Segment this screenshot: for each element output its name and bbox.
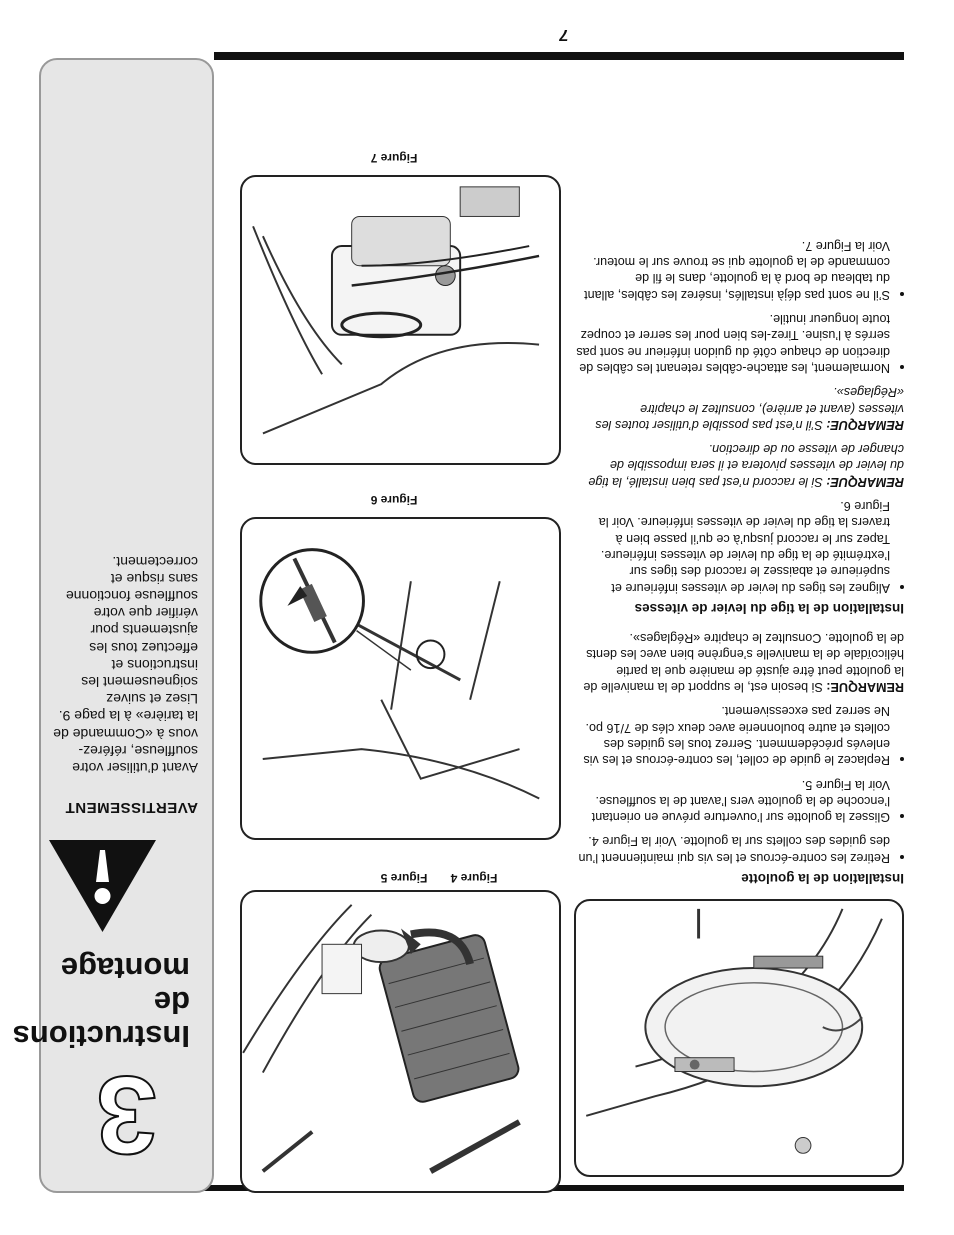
cable-steps bbox=[574, 238, 904, 376]
section-title: Instructions de montage bbox=[12, 950, 190, 1054]
sidebar bbox=[12, 58, 214, 1193]
engine-cable-illustration bbox=[242, 177, 559, 463]
remark-text: S’il n’est pas possible d’utiliser toutes les vitesses (avant et arrière), consultez le chapitre «Réglages». bbox=[595, 385, 904, 432]
remark-label: REMARQUE: bbox=[826, 680, 904, 695]
remark-label: REMARQUE: bbox=[826, 474, 904, 489]
chute-remark bbox=[574, 630, 904, 695]
cable-step: • Normalement, les attache-câbles retenant les câbles de direction de chaque côté du guidon inférieur ne sont pas serrés à l’usine. Tirez-les bien pour les serrer et coupez toute longueur inutile. bbox=[574, 311, 890, 376]
figure-6-image bbox=[240, 517, 561, 840]
shift-rod-illustration bbox=[242, 519, 559, 838]
shift-steps bbox=[574, 498, 904, 596]
instructions-text bbox=[574, 230, 904, 900]
chute-base-illustration bbox=[576, 901, 902, 1175]
chute-install-illustration bbox=[242, 892, 559, 1191]
remark-label: REMARQUE: bbox=[826, 417, 904, 432]
figure-4-caption: Figure 4 bbox=[450, 871, 498, 885]
warning-title: AVERTISSEMENT bbox=[65, 799, 198, 816]
remark-text: Si besoin est, le support de la manivelle de la goulotte peut être ajusté de manière que la partie hélicoïdale de la manivelle s’engrène bien avec les dents de la goulotte. Consultez le chapitre «Réglages». bbox=[583, 631, 904, 695]
bottom-rule bbox=[214, 52, 904, 60]
shift-heading: Installation de la tige du levier de vitesses bbox=[634, 600, 904, 616]
chute-step: • Retirez les contre-écrous et les vis qui maintiennent l’un des guides des collets sur la goulotte. Voir la Figure 4. bbox=[574, 833, 890, 866]
remark-text: Si le raccord n’est pas bien installé, la tige du levier de vitesses pivotera et il sera impossible de changer de vitesse ou de direction. bbox=[588, 442, 904, 489]
warning-icon bbox=[45, 836, 160, 936]
section-number: 3 bbox=[95, 1053, 158, 1176]
page-number: 7 bbox=[559, 26, 569, 43]
figure-7-caption: Figure 7 bbox=[370, 151, 418, 165]
chute-step: • Glissez la goulotte sur l’ouverture prévue en orientant l’encoche de la goulotte vers l’avant de la souffleuse. Voir la Figure 5. bbox=[574, 776, 890, 825]
figure-4-image bbox=[574, 899, 904, 1177]
figure-7-image bbox=[240, 175, 561, 465]
chute-step: • Replacez le guide de collet, les contre-écrous et les vis enlevés précédemment. Serrez tous les guides des collets et autre boulonnerie avec deux clés de 7/16 po. Ne serrez pas excessivement. bbox=[574, 703, 890, 768]
cable-step: • S’il ne sont pas déjà installés, insérez les câbles, allant du tableau de bord à la goulotte, dans le fil de commande de la goulotte qui se trouve sur le moteur. Voir la Figure 7. bbox=[574, 238, 890, 303]
chute-heading: Installation de la goulotte bbox=[741, 871, 904, 886]
figure-5-caption: Figure 5 bbox=[380, 871, 428, 885]
shift-remark-2 bbox=[574, 384, 904, 433]
figure-6-caption: Figure 6 bbox=[370, 493, 418, 507]
shift-remark-1 bbox=[574, 441, 904, 490]
chute-steps bbox=[574, 703, 904, 866]
shift-step: • Alignez les tiges du levier de vitesses inférieure et supérieure et abaissez le raccord des tiges sur l’extrémité de la tige du levier de vitesses inférieure. Tapez sur le raccord jusqu’à ce qu’il passe bien à travers la tige du levier de vitesses inférieure. Voir la Figure 6. bbox=[574, 498, 890, 596]
warning-text: Avant d’utiliser votre souffleuse, référez-vous à «Commande de la tarière» à la page 9. Lisez et suivez soigneusement les instructions et effectuez tous les ajustements pour vérifier que votre souffleuse fonctionne sans risque et correctement. bbox=[53, 553, 198, 776]
figure-5-image bbox=[240, 890, 561, 1193]
